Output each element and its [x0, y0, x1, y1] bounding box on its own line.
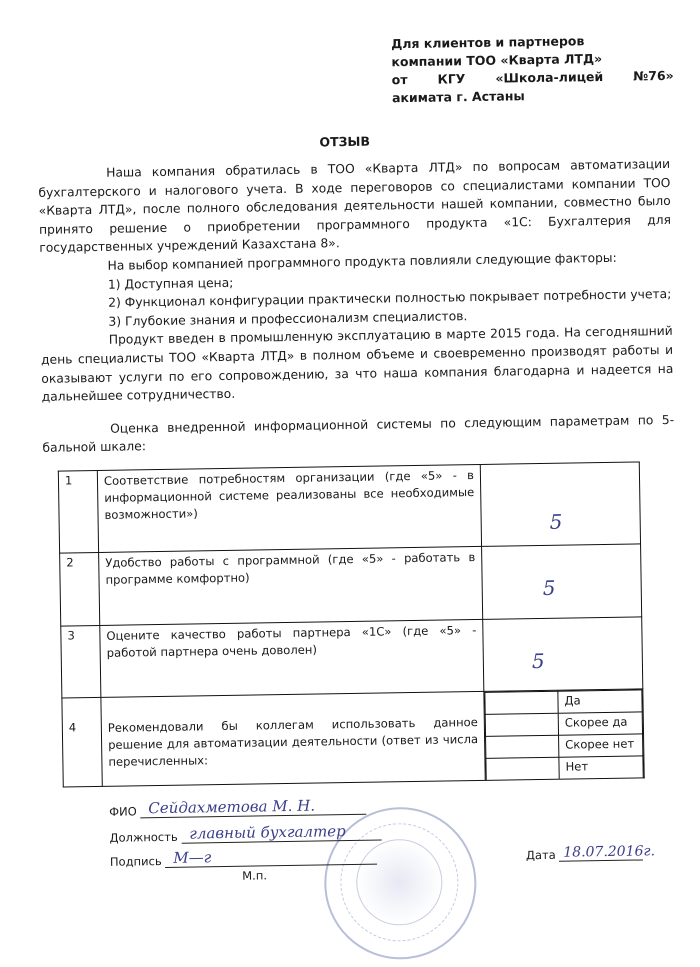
row-question: Оцените качество работы партнера «1С» (где «5» - работой партнера очень доволен) — [100, 619, 484, 697]
option-checkbox[interactable] — [485, 691, 558, 714]
paragraph-evaluation: Оценка внедренной информационной системы по следующим параметрам по 5-бальной шкале: — [42, 412, 675, 456]
document-title: ОТЗЫВ — [319, 133, 371, 150]
addressee-word: №76» — [633, 67, 674, 84]
addressee-line: компании ТОО «Кварта ЛТД» — [391, 50, 603, 70]
row-score: 5 — [542, 575, 556, 600]
row-number: 4 — [62, 697, 102, 787]
position-label: Должность — [109, 829, 178, 845]
paragraph-intro: Наша компания обратилась в ТОО «Кварта ЛТД» по вопросам автоматизации бухгалтерского и налогового учета. В ходе переговоров со специалистами компании ТОО «Кварта ЛТД», после полного обследования деятельности нашей компании, совместно было принято решение о приобретении программного продукта «1С: Бухгалтерия для государственных учреждений Казахстана 8». — [38, 156, 672, 256]
row-score: 5 — [549, 509, 563, 534]
date-label: Дата — [525, 847, 556, 863]
option-label: Скорее нет — [559, 734, 643, 757]
signature-label: Подпись — [109, 854, 162, 869]
row-score: 5 — [531, 648, 545, 674]
row-question: Соответствие потребностям организации (где «5» - в информационной системе реализованы все необходимые возможности») — [97, 464, 481, 552]
stamp-label: М.п. — [242, 868, 268, 883]
recommend-options — [484, 689, 644, 780]
date-value: 18.07.2016г. — [563, 843, 656, 861]
fio-value: Сейдахметова М. Н. — [148, 796, 316, 818]
addressee-line: Для клиентов и партнеров — [391, 33, 585, 52]
option-checkbox[interactable] — [486, 735, 559, 758]
factor-item: 1) Доступная цена; — [107, 275, 234, 292]
option-label: Скорее да — [558, 712, 642, 735]
date-field — [525, 843, 656, 863]
signature-value: М—г — [173, 848, 212, 867]
row-question: Рекомендовали бы коллегам использовать данное решение для автоматизации деятельности (ответ из числа перечисленных: — [101, 691, 485, 786]
addressee-word: КГУ — [437, 71, 466, 87]
document-body — [38, 155, 675, 458]
addressee-word: «Школа-лицей — [495, 68, 604, 86]
row-question: Удобство работы с программной (где «5» - работать в программе комфортно) — [99, 546, 483, 625]
option-checkbox[interactable] — [485, 713, 558, 736]
survey-table — [58, 461, 645, 787]
factor-item: 2) Функционал конфигурации практически полностью покрывает потребности учета; — [108, 287, 672, 310]
table-row — [61, 617, 643, 698]
factor-item: 3) Глубокие знания и профессионализм специалистов. — [108, 308, 468, 329]
position-value: главный бухгалтер — [189, 822, 346, 843]
row-number: 3 — [61, 625, 101, 698]
table-row — [58, 462, 640, 553]
fio-label: ФИО — [109, 804, 137, 819]
table-row — [62, 689, 644, 787]
row-score-cell[interactable] — [480, 462, 640, 546]
addressee-line: акимата г. Астаны — [391, 88, 525, 106]
option-label: Да — [558, 690, 642, 713]
row-number: 2 — [60, 552, 100, 626]
row-score-cell[interactable] — [482, 544, 642, 619]
table-row — [60, 544, 642, 626]
addressee-block — [391, 31, 674, 107]
fio-field — [109, 796, 366, 819]
addressee-word: от — [391, 72, 408, 88]
option-checkbox[interactable] — [486, 757, 559, 780]
option-label: Нет — [559, 756, 643, 779]
paragraph-factors: На выбор компанией программного продукта повлияли следующие факторы: — [107, 250, 617, 273]
paragraph-product: Продукт введен в промышленную эксплуатацию в марте 2015 года. На сегодняшний день специалисты ТОО «Кварта ЛТД» в полном объеме и своевременно производят работы и оказывают услуги по его сопровождению, за что наша компания благодарна и надеется на дальнейшее сотрудничество. — [40, 324, 674, 404]
row-number: 1 — [58, 470, 98, 553]
row-score-cell[interactable] — [483, 617, 643, 691]
